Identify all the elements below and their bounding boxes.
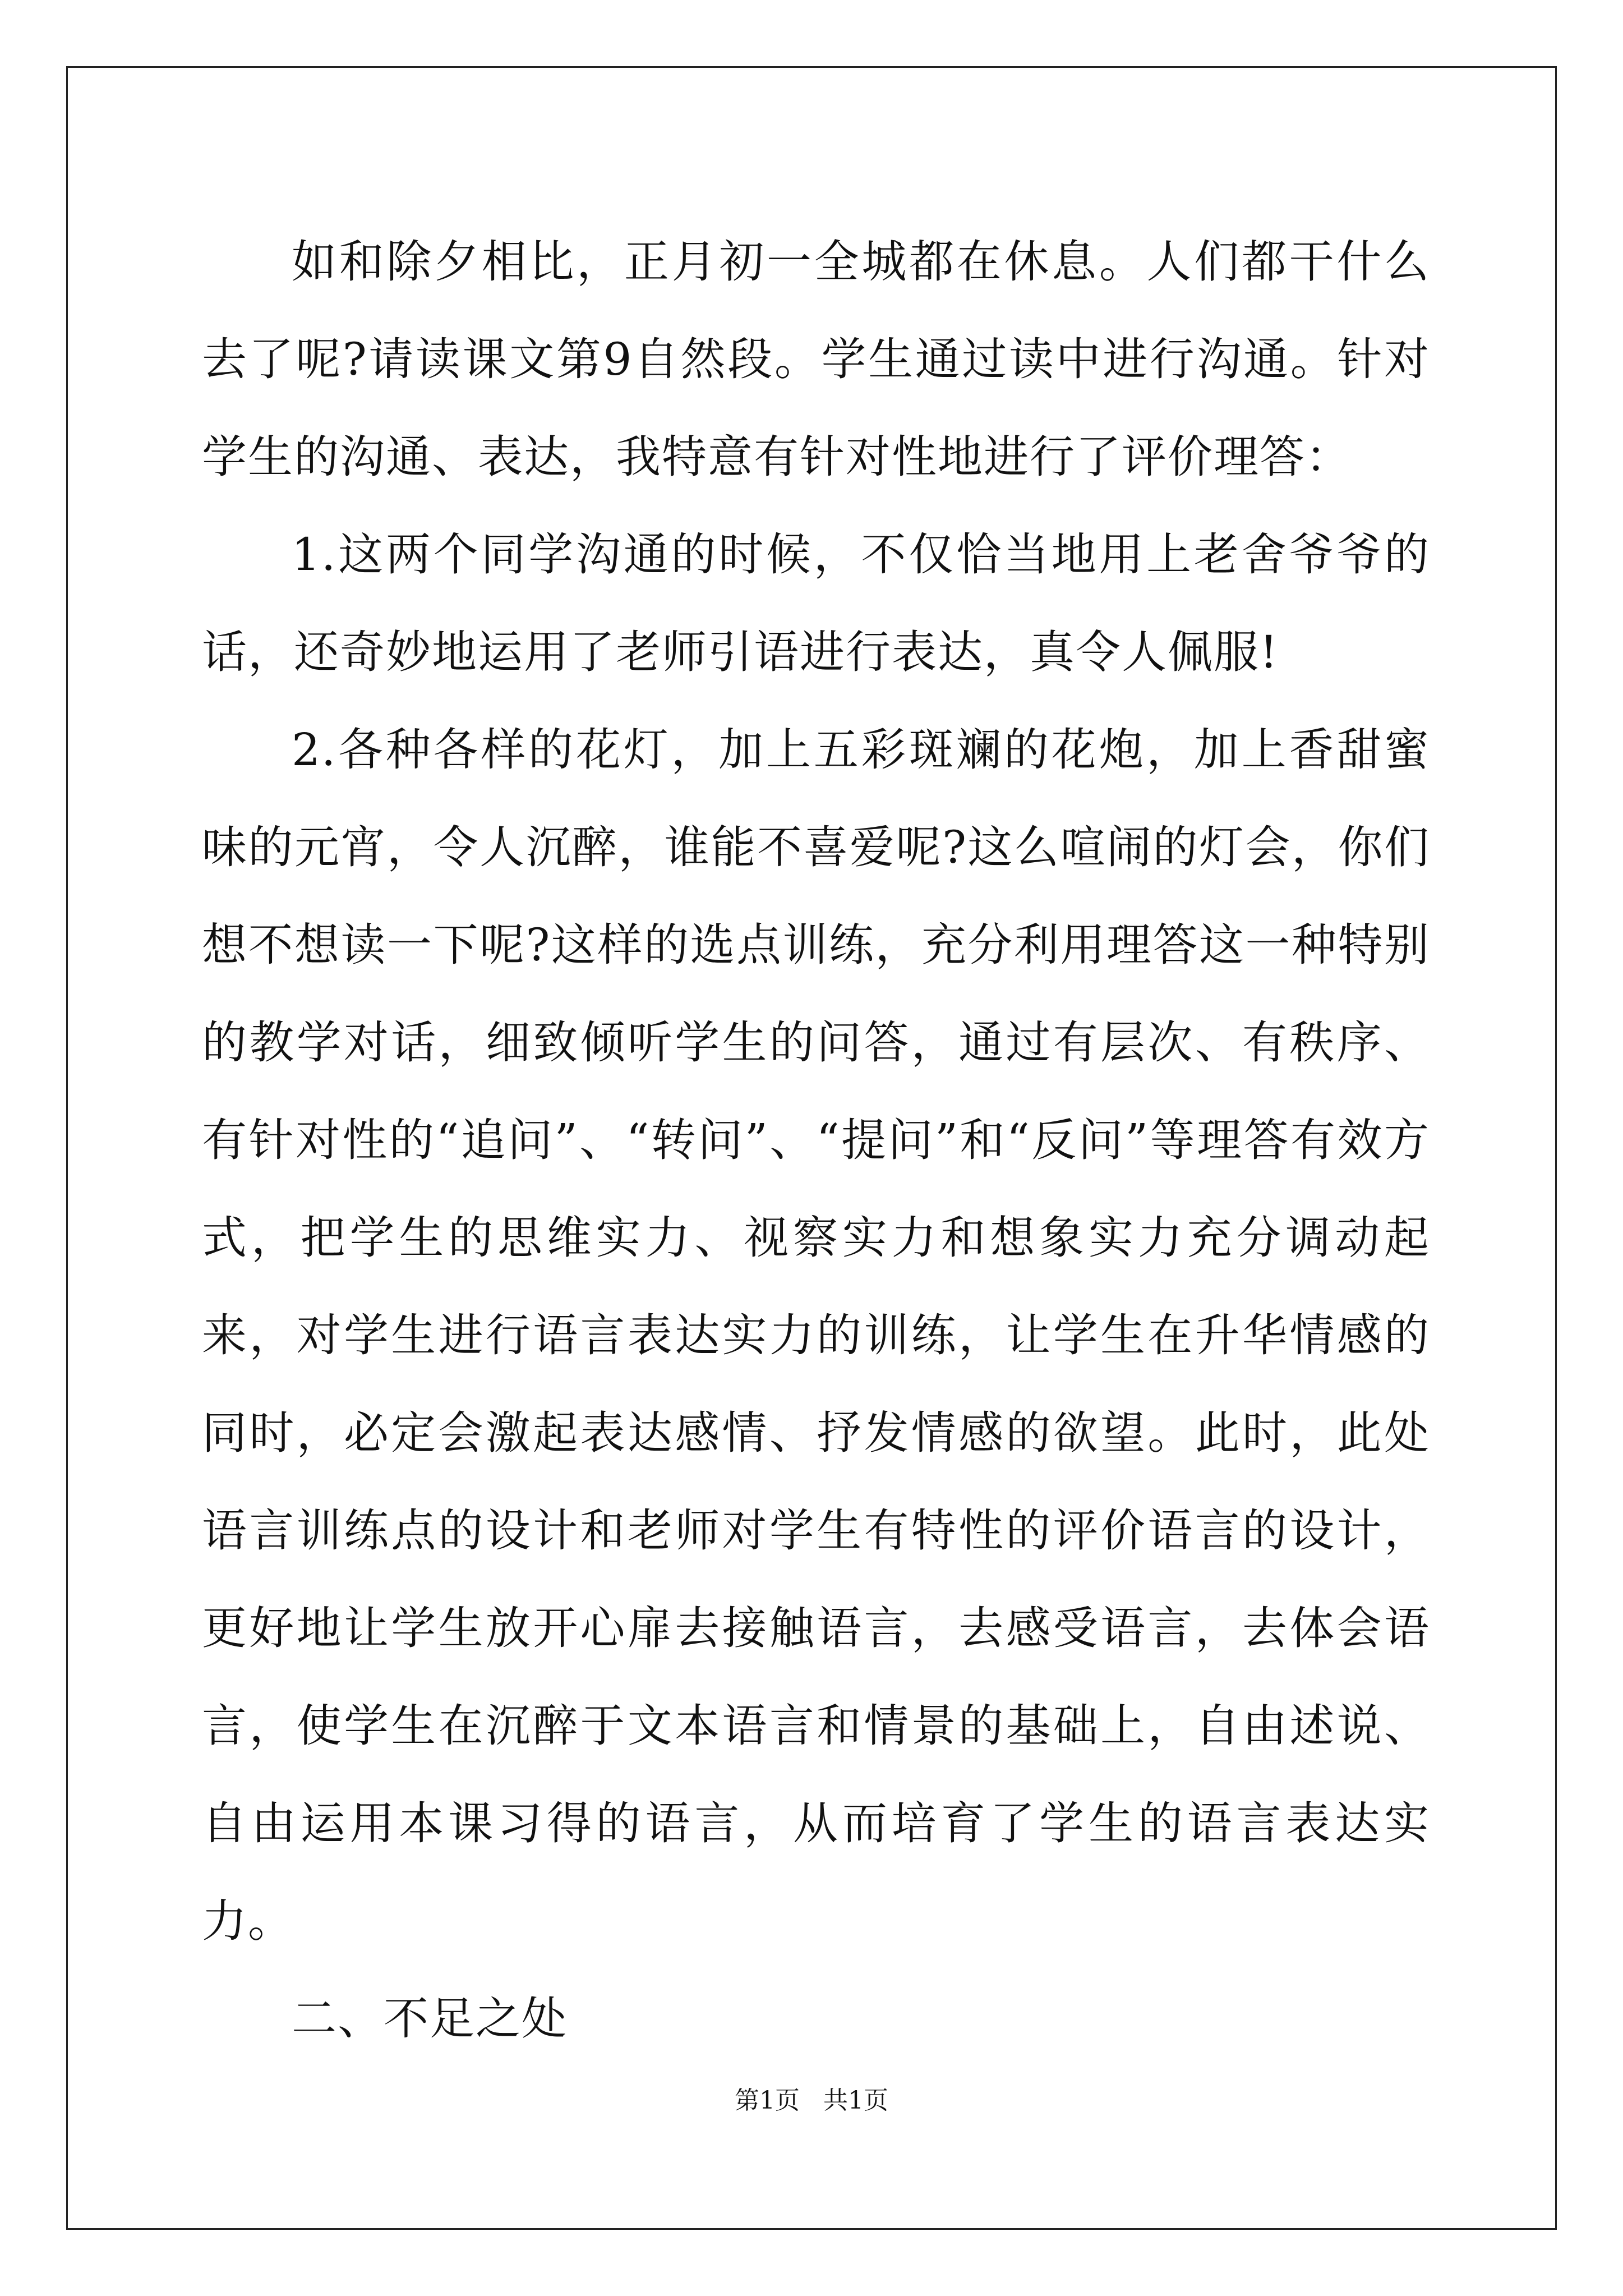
document-body (202, 213, 1430, 2068)
paragraph-2: 1.这两个同学沟通的时候，不仅恰当地用上老舍爷爷的话，还奇妙地运用了老师引语进行表达，真令人佩服! (202, 528, 1430, 678)
paragraph-1: 如和除夕相比，正月初一全城都在休息。人们都干什么去了呢?请读课文第9自然段。学生通过读中进行沟通。针对学生的沟通、表达，我特意有针对性地进行了评价理答： (202, 236, 1430, 483)
page-number-footer: 第1页 共1页 (735, 2086, 888, 2115)
paragraph-3: 2.各种各样的花灯，加上五彩斑斓的花炮，加上香甜蜜味的元宵，令人沉醉，谁能不喜爱呢?这么喧闹的灯会，你们想不想读一下呢?这样的选点训练，充分利用理答这一种特别的教学对话，细致倾听学生的问答，通过有层次、有秩序、有针对性的“追问”、“转问”、“提问”和“反问”等理答有效方式，把学生的思维实力、视察实力和想象实力充分调动起来，对学生进行语言表达实力的训练，让学生在升华情感的同时，必定会激起表达感情、抒发情感的欲望。此时，此处语言训练点的设计和老师对学生有特性的评价语言的设计，更好地让学生放开心扉去接触语言，去感受语言，去体会语言，使学生在沉醉于文本语言和情景的基础上，自由述说、自由运用本课习得的语言，从而培育了学生的语言表达实力。 (202, 724, 1430, 1947)
section-heading: 二、不足之处 (292, 1993, 568, 2045)
